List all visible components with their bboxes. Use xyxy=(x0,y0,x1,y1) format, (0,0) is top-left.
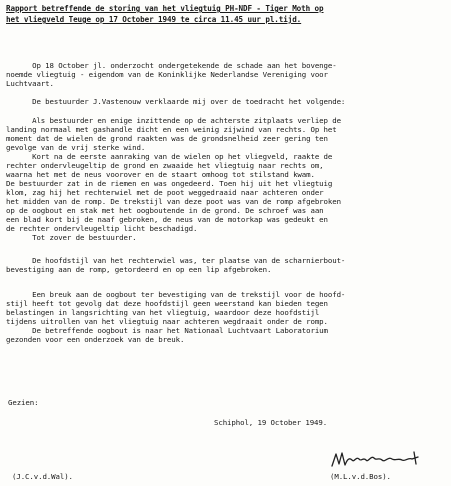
body-line: een blad kort bij de naaf gebroken, de neus van de motorkap was gedeukt en xyxy=(6,215,328,224)
body-line: klom, zag hij het rechterwiel met de poot weggedraaid naar achteren onder xyxy=(6,188,324,197)
body-line: waarna het met de neus voorover en de staart omhoog tot stilstand kwam. xyxy=(6,170,315,179)
left-initials: (J.C.v.d.Wal). xyxy=(12,472,73,481)
body-line: de rechter ondervleugeltip licht beschadigd. xyxy=(6,224,198,233)
body-line: Op 18 October jl. onderzocht ondergetekende de schade aan het bovenge- xyxy=(6,61,337,70)
body-line: gevolge van de vrij sterke wind. xyxy=(6,143,146,152)
report-title-line-2: het vliegveld Teuge op 17 October 1949 te circa 11.45 uur pl.tijd. xyxy=(6,15,302,24)
body-line: rechter ondervleugeltip de grond en zwaaide het vliegtuig naar rechts om, xyxy=(6,161,324,170)
body-line: stijl heeft tot gevolg dat deze hoofdstijl geen weerstand kan bieden tegen xyxy=(6,299,328,308)
seen-label: Gezien: xyxy=(8,398,39,407)
body-line: Tot zover de bestuurder. xyxy=(6,233,137,242)
body-line: Als bestuurder en enige inzittende op de achterste zitplaats verliep de xyxy=(6,116,341,125)
body-line: Een breuk aan de oogbout ter bevestiging van de trekstijl voor de hoofd- xyxy=(6,290,346,299)
body-line: De betreffende oogbout is naar het Nationaal Luchtvaart Laboratorium xyxy=(6,326,328,335)
body-line: tijdens uitrollen van het vliegtuig naar achteren wegdraait onder de romp. xyxy=(6,317,328,326)
body-line: moment dat de wielen de grond raakten was de grondsnelheid zeer gering ten xyxy=(6,134,328,143)
body-line: Kort na de eerste aanraking van de wielen op het vliegveld, raakte de xyxy=(6,152,333,161)
body-line: op de oogbout en stak met het oogboutende in de grond. De schroef was aan xyxy=(6,206,324,215)
body-line: landing normaal met gashandle dicht en een weinig zijwind van rechts. Op het xyxy=(6,125,337,134)
right-initials: (M.L.v.d.Bos). xyxy=(330,472,391,481)
body-line: De bestuurder J.Vastenouw verklaarde mij over de toedracht het volgende: xyxy=(6,97,346,106)
body-line: het midden van de romp. De trekstijl van deze poot was van de romp afgebroken xyxy=(6,197,341,206)
body-line: De hoofdstijl van het rechterwiel was, ter plaatse van de scharnierbout- xyxy=(6,256,346,265)
report-title-line-1: Rapport betreffende de storing van het vliegtuig PH-NDF - Tiger Moth op xyxy=(6,4,324,13)
handwritten-signature xyxy=(330,448,430,470)
body-line: bevestiging aan de romp, getordeerd en op een lip afgebroken. xyxy=(6,265,272,274)
body-line: noemde vliegtuig - eigendom van de Koninklijke Nederlandse Vereniging voor xyxy=(6,70,328,79)
body-line: gezonden voor een onderzoek van de breuk. xyxy=(6,335,185,344)
body-line: belastingen in langsrichting van het vliegtuig, waardoor deze hoofdstijl xyxy=(6,308,320,317)
body-line: Luchtvaart. xyxy=(6,79,54,88)
body-line: De bestuurder zat in de riemen en was ongedeerd. Toen hij uit het vliegtuig xyxy=(6,179,333,188)
place-date: Schiphol, 19 October 1949. xyxy=(214,418,328,427)
